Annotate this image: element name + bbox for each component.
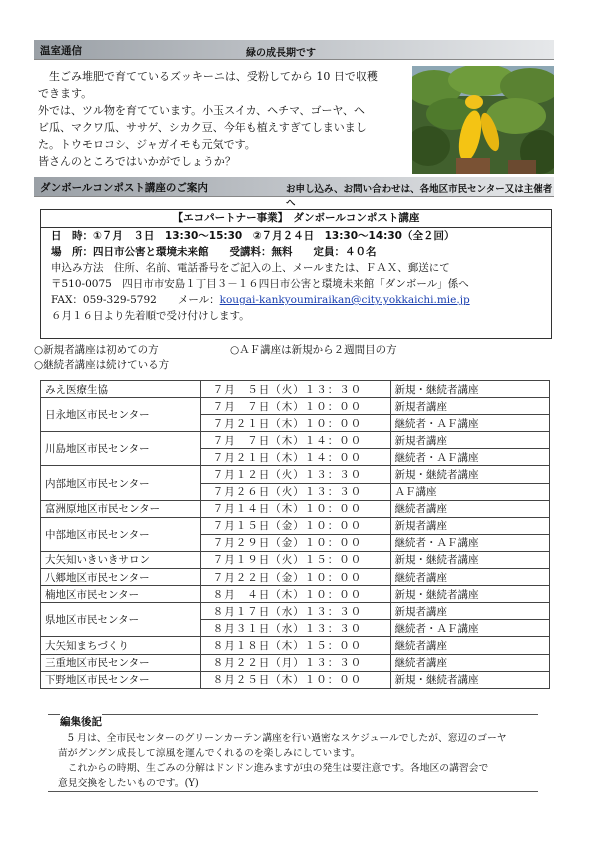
course-type-cell: 新規・継続者講座 [390,381,549,398]
table-row [41,586,550,603]
event-datetime: 日 時：①７月 ３日 13:30～15:30 ②７月２４日 13:30～14:30（全２回） [51,230,455,242]
event-title: 【エコパートナー事業】 ダンボールコンポスト講座 [41,210,551,228]
greenhouse-section-label: 温室通信 [40,45,82,57]
venue-cell: 中部地区市民センター [41,517,201,551]
intro-line: た。トウモロコシ、ジャガイモも元気です。 [38,138,256,151]
date-cell: ７月２１日（木）１０：００ [200,415,390,432]
table-row [41,500,550,517]
venue-cell: 県地区市民センター [41,603,201,637]
course-type-cell: 新規・継続者講座 [390,671,549,688]
date-cell: ７月１２日（火）１３：３０ [200,466,390,483]
venue-cell: 川島地区市民センター [41,432,201,466]
table-row [41,432,550,449]
intro-line: 外では、ツル物を育てています。小玉スイカ、ヘチマ、ゴーヤ、ヘ [38,104,366,117]
course-type-cell: 継続者・ＡＦ講座 [390,449,549,466]
editor-note-heading: 編集後記 [60,716,102,728]
date-cell: ７月２２日（金）１０：００ [200,569,390,586]
course-type-cell: 新規者講座 [390,517,549,534]
compost-section-bar [34,177,554,209]
course-type-cell: 新規・継続者講座 [390,466,549,483]
course-type-cell: 継続者講座 [390,637,549,654]
course-notes [34,343,554,373]
course-type-cell: 新規者講座 [390,432,549,449]
table-row [41,603,550,620]
course-type-cell: 継続者講座 [390,500,549,517]
date-cell: ７月２１日（木）１４：００ [200,449,390,466]
date-cell: ８月３１日（水）１３：３０ [200,620,390,637]
date-cell: ７月 ７日（木）１０：００ [200,398,390,415]
course-note-row [34,343,554,358]
table-row [41,517,550,534]
venue-cell: 内部地区市民センター [41,466,201,500]
event-note: ６月１６日より先着順で受け付けします。 [51,310,250,322]
event-fax: FAX：059-329-5792 メール： [51,294,220,306]
intro-line: ビ瓜、マクワ瓜、ササゲ、シカク豆、今年も植えすぎてしまいまし [38,121,367,134]
zucchini-photo-illustration [412,66,554,174]
compost-contact-note: お申し込み、お問い合わせは、各地区市民センター又は主催者へ [286,184,553,209]
course-note-af: ○ＡＦ講座は新規から２週間目の方 [230,344,397,356]
greenhouse-section-bar [34,40,554,60]
course-type-cell: 継続者講座 [390,569,549,586]
intro-line: できます。 [38,87,93,100]
editor-note-text [58,731,532,791]
course-type-cell: 新規・継続者講座 [390,551,549,568]
event-address: 〒510-0075 四日市市安島１丁目３－１６四日市公害と環境未来館「ダンボール」係へ [51,278,469,290]
editor-note-line: 苗がグングン成長して涼風を運んでくれるのを楽しみにしています。 [58,748,361,759]
venue-cell: 楠地区市民センター [41,586,201,603]
table-row [41,398,550,415]
zucchini-photo [412,66,554,174]
venue-cell: 富洲原地区市民センター [41,500,201,517]
compost-section-label: ダンボールコンポスト講座のご案内 [40,182,208,194]
table-row [41,569,550,586]
venue-cell: 大矢知まちづくり [41,637,201,654]
date-cell: ８月 ４日（木）１０：００ [200,586,390,603]
venue-cell: 日永地区市民センター [41,398,201,432]
event-email-link[interactable]: kougai-kankyoumiraikan@city.yokkaichi.mie.jp [219,294,470,306]
course-type-cell: 新規・継続者講座 [390,586,549,603]
venue-cell: 三重地区市民センター [41,654,201,671]
course-type-cell: 継続者・ＡＦ講座 [390,534,549,551]
date-cell: ８月１８日（木）１５：００ [200,637,390,654]
intro-line: 生ごみ堆肥で育てているズッキーニは、受粉してから 10 日で収穫 [38,70,378,83]
venue-cell: 大矢知いきいきサロン [41,551,201,568]
editor-note-line: これからの時期、生ごみの分解はドンドン進みますが虫の発生は要注意です。各地区の講習会で [58,763,489,774]
greenhouse-section-subtitle: 緑の成長期です [246,48,316,59]
editor-note-line: 5 月は、全市民センターのグリーンカーテン講座を行い過密なスケジュールでしたが、窓辺のゴーヤ [58,733,507,744]
date-cell: ７月 ５日（火）１３：３０ [200,381,390,398]
editor-note-line: 意見交換をしたいものです。(Y) [58,778,199,789]
table-row [41,671,550,688]
date-cell: ７月 ７日（木）１４：００ [200,432,390,449]
editor-note [48,714,538,792]
venue-cell: みえ医療生協 [41,381,201,398]
date-cell: ７月１４日（木）１０：００ [200,500,390,517]
table-row [41,551,550,568]
date-cell: ８月２２日（月）１３：３０ [200,654,390,671]
date-cell: ７月１９日（火）１５：００ [200,551,390,568]
date-cell: ７月２９日（金）１０：００ [200,534,390,551]
schedule-table [40,380,550,689]
venue-cell: 八郷地区市民センター [41,569,201,586]
course-note-continuing: ○継続者講座は続けている方 [34,359,170,371]
intro-paragraph [38,68,410,170]
venue-cell: 下野地区市民センター [41,671,201,688]
date-cell: ７月１５日（金）１０：００ [200,517,390,534]
course-type-cell: 新規者講座 [390,398,549,415]
table-row [41,381,550,398]
date-cell: ８月２５日（木）１０：００ [200,671,390,688]
event-method: 申込み方法 住所、名前、電話番号をご記入の上、メールまたは、ＦＡＸ、郵送にて [51,262,450,274]
date-cell: ８月１７日（水）１３：３０ [200,603,390,620]
table-row [41,654,550,671]
table-row [41,637,550,654]
course-type-cell: ＡＦ講座 [390,483,549,500]
course-type-cell: 継続者・ＡＦ講座 [390,415,549,432]
intro-line: 皆さんのところではいかがでしょうか？ [38,155,236,168]
event-contact [41,292,551,308]
event-info-box [40,209,552,339]
course-type-cell: 継続者講座 [390,654,549,671]
course-note-new: ○新規者講座は初めての方 [34,344,159,356]
date-cell: ７月２６日（火）１３：３０ [200,483,390,500]
course-type-cell: 新規者講座 [390,603,549,620]
table-row [41,466,550,483]
event-place: 場 所：四日市公害と環境未来館 受講料：無料 定員：４０名 [51,246,377,258]
course-type-cell: 継続者・ＡＦ講座 [390,620,549,637]
